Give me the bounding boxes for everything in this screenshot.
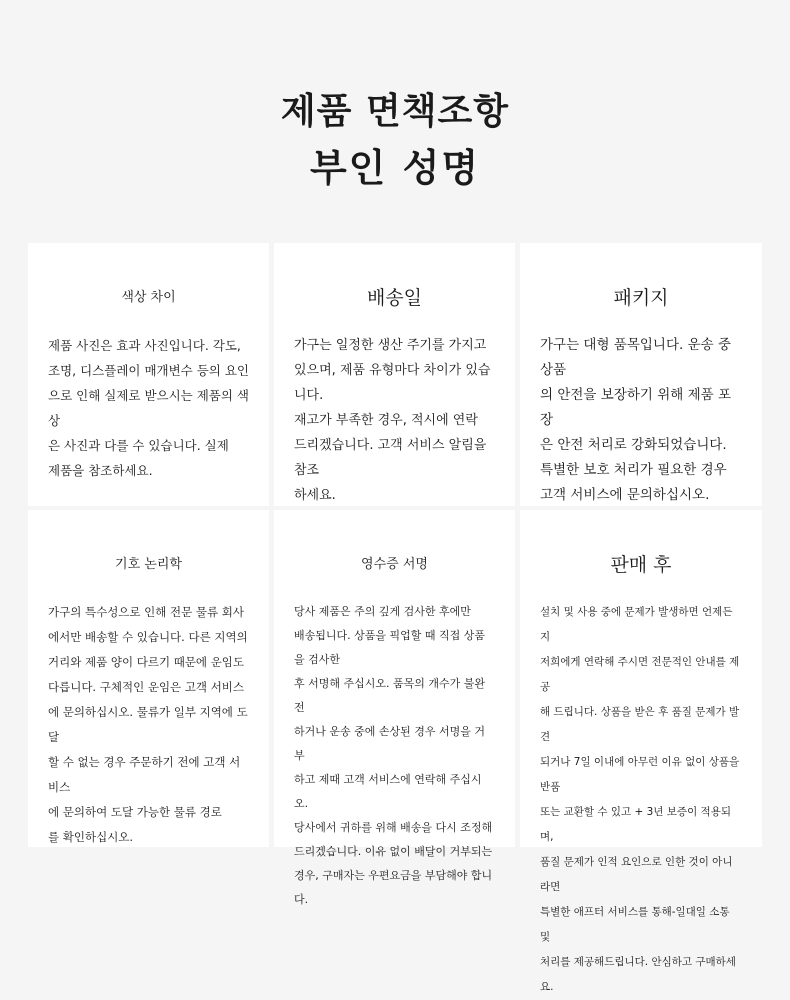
disclaimer-grid <box>28 243 762 993</box>
card-body: 설치 및 사용 중에 문제가 발생하면 언제든지 저희에게 연락해 주시면 전문적인 안내를 제공 해 드립니다. 상품을 받은 후 품질 문제가 발견 되거나 7일 이내에 아무런 이유 없이 상품을 반품 또는 교환할 수 있고 + 3년 보증이 적용되며, 품질 문제가 인적 요인으로 인한 것이 아니라면 특별한 애프터 서비스를 통해-일대일 소통 및 처리를 제공해드립니다. 안심하고 구매하세요. <box>540 606 740 993</box>
card-title: 판매 후 <box>610 554 672 576</box>
card-title: 기호 논리학 <box>115 557 182 572</box>
card-logistics <box>28 510 269 847</box>
header <box>0 88 790 194</box>
card-title: 패키지 <box>613 287 669 309</box>
card-package <box>520 243 762 506</box>
card-body: 가구의 특수성으로 인해 전문 물류 회사 에서만 배송할 수 있습니다. 다른 지역의 거리와 제품 양이 다르기 때문에 운임도 다릅니다. 구체적인 운임은 고객 서비스 에 문의하십시오. 물류가 일부 지역에 도달 할 수 없는 경우 주문하기 전에 고객 서비스 에 문의하여 도달 가능한 물류 경로 를 확인하십시오. <box>48 605 248 844</box>
page-subtitle: 부인 성명 <box>309 146 481 190</box>
card-delivery-date <box>274 243 515 506</box>
card-title: 색상 차이 <box>121 290 176 305</box>
page-title: 제품 면책조항 <box>280 91 510 132</box>
card-title: 영수증 서명 <box>361 557 428 572</box>
card-body: 가구는 일정한 생산 주기를 가지고 있으며, 제품 유형마다 차이가 있습니다. 재고가 부족한 경우, 적시에 연락 드리겠습니다. 고객 서비스 알림을 참조 하세요. <box>294 338 491 503</box>
card-title: 배송일 <box>366 287 423 309</box>
card-color-difference <box>28 243 269 506</box>
card-body: 당사 제품은 주의 깊게 검사한 후에만 배송됩니다. 상품을 픽업할 때 직접 상품을 검사한 후 서명해 주십시오. 품목의 개수가 불완전 하거나 운송 중에 손상된 경우 서명을 거부 하고 제때 고객 서비스에 연락해 주십시오. 당사에서 귀하를 위해 배송을 다시 조정해 드리겠습니다. 이유 없이 배달이 거부되는 경우, 구매자는 우편요금을 부담해야 합니다. <box>294 605 493 906</box>
card-body: 가구는 대형 품목입니다. 운송 중 상품 의 안전을 보장하기 위해 제품 포장 은 안전 처리로 강화되었습니다. 특별한 보호 처리가 필요한 경우 고객 서비스에 문의하십시오. <box>540 337 731 503</box>
card-receipt-signature <box>274 510 515 906</box>
card-after-sales <box>520 510 762 993</box>
card-body: 제품 사진은 효과 사진입니다. 각도, 조명, 디스플레이 매개변수 등의 요인 으로 인해 실제로 받으시는 제품의 색상 은 사진과 다를 수 있습니다. 실제 제품을 참조하세요. <box>48 338 249 478</box>
